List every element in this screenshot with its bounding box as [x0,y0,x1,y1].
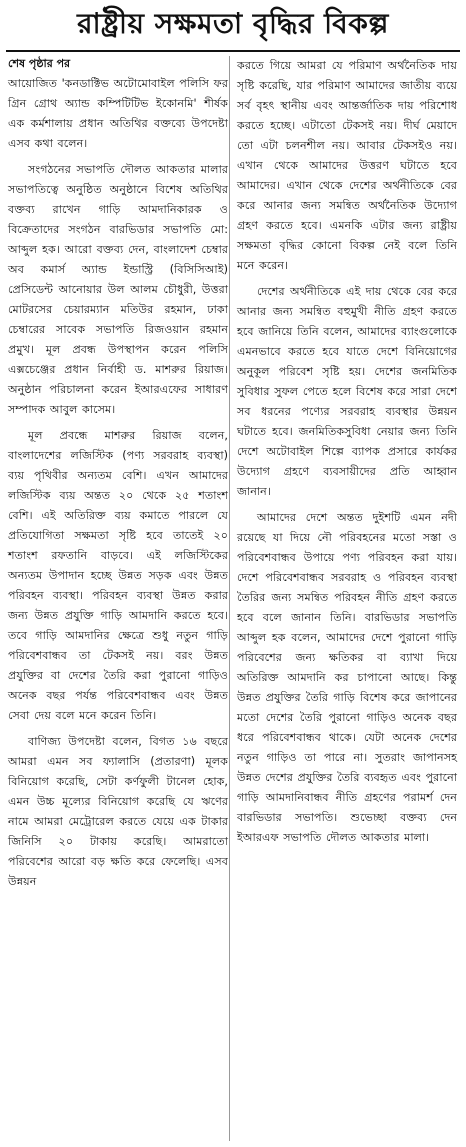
paragraph: বাণিজ্য উপদেষ্টা বলেন, বিগত ১৬ বছরে আমরা এমন সব ফ্যালাসি (প্রতারণা) মূলক বিনিয়োগ করেছি, সেটা কর্ণফুলী টানেল হোক, এমন উচ্চ মূল্যের বিনিয়োগ করেছি যে ঋণের নামে আমরা মেট্রোরেল করতে যেয়ে এক টাকার জিনিসি ২০ টাকায় করেছি। আমরাতো পরিবেশের আরো বড় ক্ষতি করে ফেলেছি। এসব উন্নয়ন [8,735,228,888]
headline-rule [6,50,460,52]
paragraph: করতে গিয়ে আমরা যে পরিমাণ অর্থনৈতিক দায় সৃষ্টি করেছি, যার পরিমাণ আমাদের জাতীয় ব্যয়ে সর্ব বৃহৎ স্থানীয় এবং আন্তর্জাতিক দায় পরিশোধ করতে হচ্ছে। এটাতো টেকসই নয়। দীর্ঘ মেয়াদে তো এটা চলনশীল নয়। আবার টেকসইও নয়। এখান থেকে আমাদের উত্তরণ ঘটাতে হবে আমাদের। এখান থেকে দেশের অর্থনীতিকে বের করে আনার জন্য সমন্বিত অর্থনৈতিক উদ্যোগ গ্রহণ করতে হবে। এমনকি এটার জন্য রাষ্ট্রীয় সক্ষমতা বৃদ্ধির কোনো বিকল্প নেই বলে তিনি মনে করেন। [237,59,457,272]
paragraph: দেশের অর্থনীতিকে এই দায় থেকে বের করে আনার জন্য সমন্বিত বহুমুখী নীতি গ্রহণ করতে হবে জানিয়ে তিনি বলেন, আমাদের ব্যাংগুলোকে এমনভাবে করতে হবে যাতে দেশে বিনিয়োগের অনুকূল পরিবেশ সৃষ্টি হয়। দেশের জনমিতিক সুবিধার সুফল পেতে হলে বিশেষ করে সারা দেশে সব ধরনের পণ্যের সরবরাহ ব্যবস্থার উন্নয়ন ঘটাতে হবে। জনমিতিকসুবিধা নেয়ার জন্য তিনি দেশে অটোবাইল শিল্পে ব্যাপক প্রসারে কার্যকর উদ্যোগ গ্রহণে ব্যবসায়ীদের প্রতি আহ্বান জানান। [237,285,457,498]
left-column [8,56,228,898]
paragraph: আমাদের দেশে অন্তত দুইশটি এমন নদী রয়েছে যা দিয়ে নৌ পরিবহনের মতো সস্তা ও পরিবেশবান্ধব উপায়ে পণ্য পরিবহন করা যায়। দেশে পরিবেশবান্ধব সরবরাহ ও পরিবহন ব্যবস্থা তৈরির জন্য সমন্বিত পরিবহন নীতি গ্রহণ করতে হবে বলে জানান তিনি। বারভিডার সভাপতি আব্দুল হক বলেন, আমাদের দেশে পুরানো গাড়ি পরিবেশের জন্য ক্ষতিকর বা ব্যাখা দিয়ে অতিরিক্ত আমদানি কর চাপানো আছে। কিন্তু উন্নত প্রযুক্তির তৈরি গাড়ি বিশেষ করে জাপানের মতো দেশের তৈরি পুরানো গাড়িও অনেক বছর ধরে পরিবেশবান্ধব থাকে। যেটা অনেক দেশের নতুন গাড়িও তা পারে না। সুতরাং জাপানসহ উন্নত দেশের প্রযুক্তির তৈরি ব্যবহৃত এবং পুরানো গাড়ি আমদানিবান্ধব নীতি গ্রহণের পরামর্শ দেন বারভিডার সভাপতি। শুভেচ্ছা বক্তব্য দেন ইআরএফ সভাপতি দৌলত আকতার মালা। [237,511,457,844]
paragraph: আয়োজিত 'কনডাক্টিভ অটোমোবাইল পলিসি ফর গ্রিন গ্রোথ অ্যান্ড কম্পিটিটিভ ইকোনমি' শীর্ষক এক কর্মশালায় প্রধান অতিথির বক্তব্যে উপদেষ্টা এসব কথা বলেন। [8,77,228,150]
headline: রাষ্ট্রীয় সক্ষমতা বৃদ্ধির বিকল্প [77,7,389,40]
paragraph: মূল প্রবন্ধে মাশরুর রিয়াজ বলেন, বাংলাদেশের লজিস্টিক (পণ্য সরবরাহ ব্যবস্থা) ব্যয় পৃথিবীর অন্যতম বেশি। এখন আমাদের লজিস্টিক ব্যয় অন্তত ২০ থেকে ২৫ শতাংশ বেশি। এই অতিরিক্ত ব্যয় কমাতে পারলে যে প্রতিযোগিতা সক্ষমতা সৃষ্টি হবে তাতেই ২০ শতাংশ রফতানি বাড়বে। এই লজিস্টিকের অন্যতম উপাদান হচ্ছে উন্নত সড়ক এবং উন্নত পরিবহন ব্যবস্থা। পরিবহন ব্যবস্থা উন্নত করার জন্য উন্নত প্রযুক্তি গাড়ি আমদানি করতে হবে। তবে গাড়ি আমদানির ক্ষেত্রে শুধু নতুন গাড়ি পরিবেশবান্ধব তা টেকসই নয়। বরং উন্নত প্রযুক্তির বা দেশের তৈরি করা পুরানো গাড়িও অনেক বছর পর্যন্ত পরিবেশবান্ধব এবং উন্নত সেবা দেয় বলে মনে করেন তিনি। [8,429,228,722]
right-column [237,56,457,854]
paragraph: সংগঠনের সভাপতি দৌলত আকতার মালার সভাপতিত্বে অনুষ্ঠিত অনুষ্ঠানে বিশেষ অতিথির বক্তব্য রাখেন গাড়ি আমদানিকারক ও বিক্রেতাদের সংগঠন বারভিডার সভাপতি মো: আব্দুল হক। আরো বক্তব্য দেন, বাংলাদেশ চেম্বার অব কমার্স অ্যান্ড ইন্ডাস্ট্রি (বিসিসিআই) প্রেসিডেন্ট আনোয়ার উল আলম চৌধুরী, উত্তরা মোটরসের চেয়ারম্যান মতিউর রহমান, ঢাকা চেম্বারের সাবেক সভাপতি রিজওয়ান রহমান প্রমুখ। মূল প্রবন্ধ উপস্থাপন করেন পলিসি এক্সচেঞ্জের প্রধান নির্বাহী ড. মাশরুর রিয়াজ। অনুষ্ঠান পরিচালনা করেন ইআরএফের সাধারণ সম্পাদক আবুল কাসেম। [8,163,228,416]
column-divider [229,56,230,1141]
continued-label: শেষ পৃষ্ঠার পর [8,57,71,70]
